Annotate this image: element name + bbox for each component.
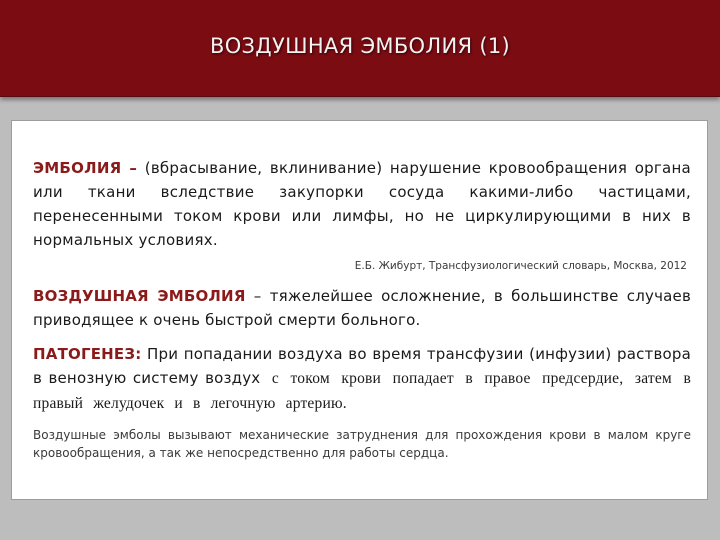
pathogenesis-term: ПАТОГЕНЕЗ: xyxy=(33,345,142,363)
slide-title: ВОЗДУШНАЯ ЭМБОЛИЯ (1) xyxy=(209,34,510,58)
air-embolism-paragraph xyxy=(33,284,691,332)
pathogenesis-text-continued: с током крови попадает в правое предсердие, затем в правый желудочек и в легочную артерию. xyxy=(33,370,691,412)
slide-header xyxy=(0,0,720,97)
content-body xyxy=(33,156,691,462)
definition-text: (вбрасывание, вклинивание) нарушение кровообращения органа или ткани вследствие закупорки сосуда какими-либо частицами, перенесенными током крови или лимфы, но не циркулирующими в них в нормальных условиях. xyxy=(33,159,691,249)
pathogenesis-text: При попадании воздуха во время трансфузии (инфузии) раствора в венозную систему воздух xyxy=(33,345,691,387)
air-embolism-term: ВОЗДУШНАЯ ЭМБОЛИЯ xyxy=(33,287,246,305)
definition-term: ЭМБОЛИЯ – xyxy=(33,159,138,177)
air-embolism-text: – тяжелейшее осложнение, в большинстве случаев приводящее к очень быстрой смерти больного. xyxy=(33,287,691,329)
definition-citation: Е.Б. Жибурт, Трансфузиологический словарь, Москва, 2012 xyxy=(354,260,687,272)
content-card xyxy=(11,120,708,500)
note-paragraph: Воздушные эмболы вызывают механические затруднения для прохождения крови в малом круге кровообращения, а так же непосредственно для работы сердца. xyxy=(33,428,691,460)
pathogenesis-paragraph xyxy=(33,342,691,416)
definition-paragraph xyxy=(33,156,691,252)
